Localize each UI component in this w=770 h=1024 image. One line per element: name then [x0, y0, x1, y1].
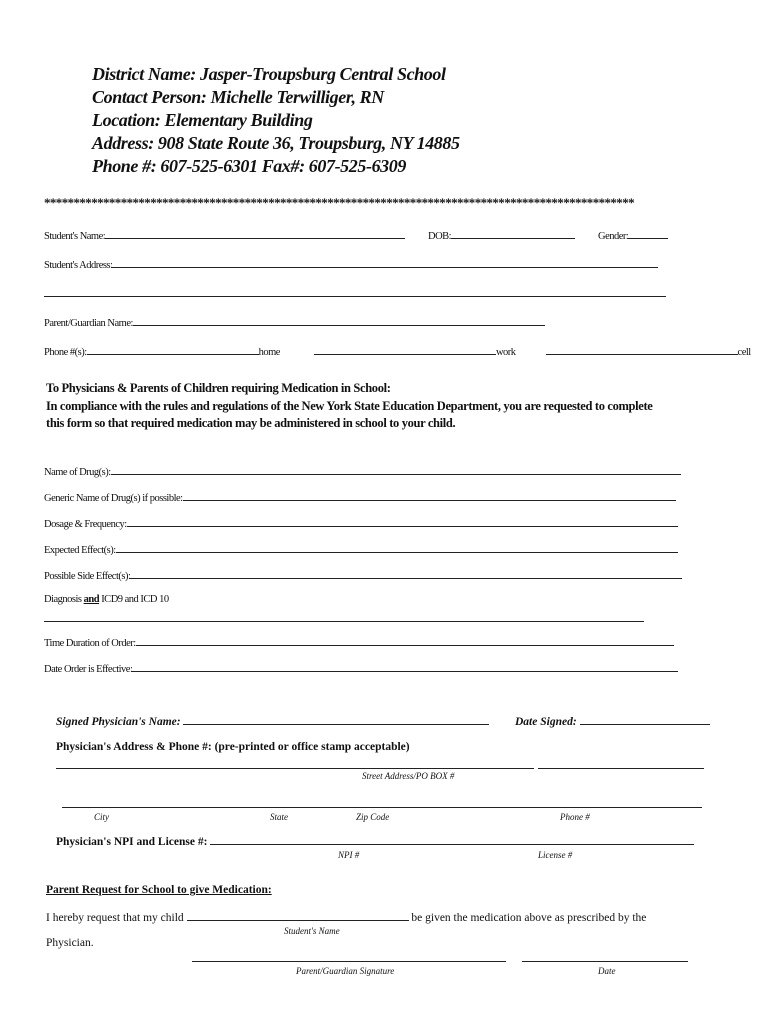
- cell-label: cell: [737, 347, 751, 358]
- physician-word: Physician.: [46, 937, 94, 949]
- expected-effect-field[interactable]: [116, 542, 678, 553]
- contact-person: Contact Person: Michelle Terwilliger, RN: [92, 87, 384, 107]
- dosage-field[interactable]: [127, 516, 678, 527]
- cell-phone-field[interactable]: [546, 344, 738, 355]
- school-address: Address: 908 State Route 36, Troupsburg, NY 14885: [92, 133, 460, 153]
- drug-name-label: Name of Drug(s):: [44, 467, 111, 478]
- student-name-label: Student's Name:: [44, 231, 106, 242]
- student-address-label: Student's Address:: [44, 260, 113, 271]
- dob-row: [428, 228, 575, 242]
- duration-row: [44, 635, 674, 649]
- npi-caption: NPI #: [338, 850, 360, 860]
- address-phone-field[interactable]: [538, 768, 704, 769]
- effective-date-field[interactable]: [132, 661, 678, 672]
- side-effect-field[interactable]: [130, 568, 682, 579]
- date-signed-label: Date Signed:: [515, 716, 577, 728]
- expected-effect-row: [44, 542, 678, 556]
- side-effect-label: Possible Side Effect(s):: [44, 571, 131, 582]
- diagnosis-label: Diagnosis: [44, 594, 84, 605]
- signed-physician-field[interactable]: [183, 714, 489, 725]
- student-address-line-2[interactable]: [44, 296, 666, 297]
- parent-request-suffix: be given the medication above as prescribed by the: [411, 912, 647, 924]
- parent-signature-field[interactable]: [192, 961, 506, 962]
- parent-signature-caption: Parent/Guardian Signature: [296, 966, 395, 976]
- gender-row: [598, 228, 668, 242]
- parent-date-caption: Date: [598, 966, 616, 976]
- student-name-caption: Student's Name: [284, 926, 340, 936]
- generic-name-row: [44, 490, 676, 504]
- student-address-field[interactable]: [112, 257, 658, 268]
- diagnosis-field[interactable]: [44, 621, 644, 622]
- npi-license-field[interactable]: [210, 834, 694, 845]
- dosage-row: [44, 516, 678, 530]
- city-state-zip-phone-field[interactable]: [62, 807, 702, 808]
- work-label: work: [495, 347, 516, 358]
- phone-caption: Phone #: [560, 812, 590, 822]
- diagnosis-and: and: [83, 594, 100, 605]
- expected-effect-label: Expected Effect(s):: [44, 545, 116, 556]
- parent-request-prefix: I hereby request that my child: [46, 912, 184, 924]
- duration-field[interactable]: [136, 635, 674, 646]
- intro-line-2: In compliance with the rules and regulations of the New York State Education Department, you are requested to complete: [46, 399, 653, 413]
- physician-address-label: Physician's Address & Phone #: (pre-printed or office stamp acceptable): [56, 741, 410, 753]
- street-address-caption: Street Address/PO BOX #: [362, 771, 455, 781]
- diagnosis-row: [44, 594, 169, 605]
- zip-caption: Zip Code: [356, 812, 390, 822]
- date-signed-row: [515, 714, 710, 728]
- dob-label: DOB:: [428, 231, 452, 242]
- npi-label: Physician's NPI and License #:: [56, 836, 208, 848]
- intro-line-3: this form so that required medication may be administered in school to your child.: [46, 416, 456, 430]
- guardian-row: [44, 315, 545, 329]
- work-phone-field[interactable]: [314, 344, 496, 355]
- generic-name-label: Generic Name of Drug(s) if possible:: [44, 493, 183, 504]
- date-signed-field[interactable]: [580, 714, 710, 725]
- guardian-label: Parent/Guardian Name:: [44, 318, 133, 329]
- student-address-row: [44, 257, 658, 271]
- duration-label: Time Duration of Order:: [44, 638, 136, 649]
- home-phone-field[interactable]: [87, 344, 259, 355]
- location: Location: Elementary Building: [92, 110, 313, 130]
- child-name-field[interactable]: [187, 910, 409, 921]
- student-name-field[interactable]: [105, 228, 405, 239]
- city-caption: City: [94, 812, 109, 822]
- drug-name-field[interactable]: [111, 464, 681, 475]
- intro-heading: To Physicians & Parents of Children requiring Medication in School:: [46, 381, 391, 395]
- license-caption: License #: [538, 850, 573, 860]
- effective-date-label: Date Order is Effective:: [44, 664, 133, 675]
- district-name: District Name: Jasper-Troupsburg Central School: [92, 64, 446, 84]
- gender-field[interactable]: [628, 228, 668, 239]
- generic-name-field[interactable]: [183, 490, 676, 501]
- side-effect-row: [44, 568, 682, 582]
- phone-label: Phone #(s):: [44, 347, 87, 358]
- diagnosis-icd-label: ICD9 and ICD 10: [99, 594, 169, 605]
- drug-name-row: [44, 464, 681, 478]
- parent-request-row: [46, 910, 646, 924]
- parent-date-field[interactable]: [522, 961, 688, 962]
- home-label: home: [258, 347, 280, 358]
- student-name-row: [44, 228, 405, 242]
- npi-row: [56, 834, 694, 848]
- signed-physician-label: Signed Physician's Name:: [56, 716, 181, 728]
- parent-request-title: Parent Request for School to give Medication:: [46, 884, 272, 896]
- school-phone-fax: Phone #: 607-525-6301 Fax#: 607-525-6309: [92, 156, 406, 176]
- gender-label: Gender:: [598, 231, 629, 242]
- effective-date-row: [44, 661, 678, 675]
- guardian-field[interactable]: [133, 315, 545, 326]
- phone-row: [44, 344, 751, 358]
- signed-physician-row: [56, 714, 489, 728]
- dob-field[interactable]: [451, 228, 575, 239]
- separator-line: ****************************************************************************************************: [44, 195, 635, 210]
- dosage-label: Dosage & Frequency:: [44, 519, 127, 530]
- street-address-field[interactable]: [56, 768, 534, 769]
- state-caption: State: [270, 812, 288, 822]
